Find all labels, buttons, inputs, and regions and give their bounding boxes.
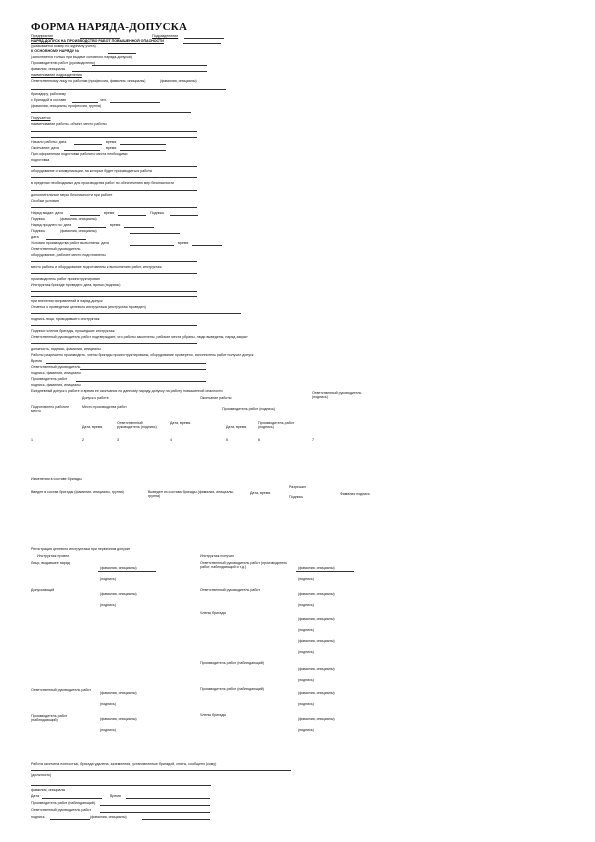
s3-right-manager: Ответственный руководитель работ (производитель работ, наблюдающий и т.д.) — [200, 561, 288, 570]
section3-left-head: Инструктаж провел — [37, 554, 70, 558]
footer-time-field[interactable] — [126, 798, 210, 799]
s3-issuer-fio: (фамилия, инициалы) — [100, 566, 137, 570]
extended-sign-line[interactable] — [130, 233, 180, 234]
responsible-label: Производителю работ (руководителю) — [31, 61, 95, 65]
special-conditions-label: Особые условия — [31, 199, 59, 203]
s3-producer-right-sign: (подпись) — [298, 678, 314, 682]
s3-producer-right-2-fio: (фамилия, инициалы) — [298, 691, 335, 695]
start-time-label: время — [106, 140, 117, 144]
s3-admitter-fio: (фамилия, инициалы) — [100, 592, 137, 596]
dept-field-line[interactable] — [184, 38, 224, 39]
s3-brigade-2: Члены бригады — [200, 713, 227, 717]
end-date-label: Окончание: дата — [31, 146, 59, 150]
target-instruction-line[interactable] — [31, 313, 241, 314]
extended-date-label: Наряд продлен по: дата — [31, 223, 72, 227]
s3-issuer-line[interactable] — [98, 571, 156, 572]
dept-name-label: наименование подразделения — [31, 73, 82, 77]
table-subheader-3: Производитель работ (подпись) — [222, 407, 276, 411]
section3-title: Регистрация целевого инструктажа при первичном допуске — [31, 547, 131, 551]
s3-right-manager-2: Ответственный руководитель работ — [200, 588, 260, 592]
table-header-7: Ответственный руководитель (подпись) — [312, 391, 362, 400]
s3-producer-right-2: Производитель работ (наблюдающий) — [200, 687, 264, 691]
permit-time-line[interactable] — [46, 363, 206, 364]
s3-brigade-sign-1: (подпись) — [298, 628, 314, 632]
brigade-line[interactable] — [110, 102, 160, 103]
brigade-count-line[interactable] — [72, 102, 98, 103]
work-line-1[interactable] — [31, 131, 197, 132]
brigade-changes-col-2: Выведен из состава бригады (фамилия, инициалы, группа) — [148, 490, 234, 499]
issuer-fio-hint: (фамилия, инициалы) — [160, 79, 197, 83]
issued-fio-hint: (фамилия, инициалы) — [60, 217, 97, 221]
footer-position: (должность) — [31, 773, 52, 777]
special-conditions-line[interactable] — [31, 207, 197, 208]
col-number-1: 1 — [31, 438, 33, 442]
extended-fio-hint: (фамилия, инициалы) — [60, 229, 97, 233]
issued-sign-line[interactable] — [170, 215, 198, 216]
s3-left-producer-sign: (подпись) — [100, 728, 116, 732]
footer-time: Время — [110, 794, 121, 798]
footer-position-field[interactable] — [31, 785, 211, 786]
footer-fio-2: (фамилия, инициалы) — [90, 815, 127, 819]
s3-admitter: Допускающий — [31, 588, 55, 592]
issuer-label: Ответственному лицу по работам (профессия, фамилия, инициалы) — [31, 79, 146, 83]
worker-label: бригадиру, рабочему — [31, 92, 66, 96]
start-date-label: Начало работы: дата — [31, 140, 67, 144]
s3-producer-right-2-sign: (подпись) — [298, 702, 314, 706]
permit-label: Работы разрешено производить, члены бригады проинструктированы, оборудование проверено, исполнитель работ получил допуск — [31, 353, 254, 357]
table-subheader-6: Производитель работ (подпись) — [258, 421, 295, 430]
work-line-2[interactable] — [31, 137, 197, 138]
footer-sign-field[interactable] — [50, 819, 90, 820]
main-order-note: (заполняется только при выдаче основного наряда-допуска) — [31, 55, 132, 59]
permit-producer-label: Производитель работ — [31, 377, 68, 381]
s3-brigade-2-fio: (фамилия, инициалы) — [298, 717, 335, 721]
instructed-line-2[interactable] — [31, 296, 197, 297]
s3-issuer-sign: (подпись) — [100, 577, 116, 581]
table-subheader-5: Дата, время — [226, 425, 247, 429]
extended-date-2-line[interactable] — [46, 239, 86, 240]
responsible-line[interactable] — [92, 65, 207, 66]
brigade-changes-col-5: Подпись — [289, 495, 304, 499]
brigade-changes-col-4: Разрешил — [289, 485, 306, 489]
instructed-date-label: Инструктаж бригаде проведен: дата, время (подпись) — [31, 283, 121, 287]
table-subheader-1: Дата, время — [82, 425, 103, 429]
s3-brigade-fio-1: (фамилия, инициалы) — [298, 617, 335, 621]
permit-time-label: Время — [31, 359, 42, 363]
end-date-line[interactable] — [64, 150, 100, 151]
dept-label: Подразделение — [152, 34, 179, 38]
table-subheader-2: Ответственный руководитель (подпись) — [117, 421, 157, 430]
equipment-label: оборудование и коммуникации, на которых будет производиться работа — [31, 169, 152, 173]
form-title: ФОРМА НАРЯДА-ДОПУСКА — [31, 21, 188, 33]
brigade-line-2[interactable] — [31, 112, 191, 113]
brigade-hint: (фамилия, инициалы, профессия, группа) — [31, 104, 102, 108]
footer-producer: Производитель работ (наблюдающий) — [31, 801, 95, 805]
conditions-time-label: время — [178, 241, 189, 245]
table-header-0: Подготовлено рабочее место — [31, 405, 70, 414]
brigade-changes-col-1: Введен в состав бригады (фамилия, инициалы, группа) — [31, 490, 124, 494]
s3-left-manager-sign: (подпись) — [100, 702, 116, 706]
footer-sign: подпись — [31, 815, 45, 819]
s3-brigade: Члены бригады — [200, 611, 227, 615]
issued-time-line[interactable] — [118, 215, 146, 216]
permit-manager-hint: подпись, фамилия, инициалы — [31, 371, 81, 375]
s3-issuer: Лицо, выдавшее наряд — [31, 561, 70, 565]
footer-fio: фамилия, инициалы — [31, 788, 66, 792]
safety-range-label: в пределах необходимых для производства работ по обеспечению мер безопасности — [31, 181, 175, 185]
end-time-label: время — [106, 146, 117, 150]
closing-line[interactable] — [31, 343, 197, 344]
safety-range-line[interactable] — [31, 190, 197, 191]
prep-line[interactable] — [31, 166, 197, 167]
closing-hint: должность, подпись, фамилия, инициалы — [31, 347, 101, 351]
equipment-prepared-line[interactable] — [31, 261, 197, 262]
brigade-label: с бригадой в составе — [31, 98, 67, 102]
col-number-6: 6 — [258, 438, 260, 442]
brigade-changes-col-6: Фамилия подпись — [340, 492, 370, 496]
issued-fio-label: Подпись — [31, 217, 46, 221]
footer-date: Дата — [31, 794, 39, 798]
extended-time-label: время — [110, 223, 121, 227]
issuer-line[interactable] — [31, 89, 226, 90]
workplace-prepared-line[interactable] — [31, 273, 197, 274]
issued-date-line[interactable] — [70, 215, 100, 216]
permit-manager-line[interactable] — [80, 369, 206, 370]
table-subheader-0: Место производства работ — [82, 405, 127, 409]
s3-right-manager-fio: (фамилия, инициалы) — [298, 566, 335, 570]
s3-brigade-fio-2: (фамилия, инициалы) — [298, 639, 335, 643]
equipment-line[interactable] — [31, 177, 197, 178]
main-order-label: К ОСНОВНОМУ НАРЯДУ № — [31, 49, 80, 53]
fio-line[interactable] — [72, 71, 207, 72]
s3-admitter-sign: (подпись) — [100, 603, 116, 607]
work-name-label: наименование работы, объект, место работы — [31, 122, 107, 126]
brigade-changes-title: Изменения в составе бригады — [31, 477, 82, 481]
target-instruction-label: Отметка о проведении целевого инструктажа (инструктаж проведен) — [31, 305, 146, 309]
footer-producer-field[interactable] — [100, 805, 210, 806]
permit-producer-line[interactable] — [76, 381, 206, 382]
prep-sub: подготовка — [31, 158, 50, 162]
table-header-4: Окончание работы — [200, 396, 232, 400]
s3-left-manager: Ответственный руководитель работ — [31, 688, 91, 692]
section3-right-head: Инструктаж получил — [200, 554, 235, 558]
conditions-met-line[interactable] — [130, 245, 174, 246]
table-header-1: Допуск к работе — [82, 396, 109, 400]
s3-producer-right: Производитель работ (наблюдающий) — [200, 661, 264, 665]
s3-producer-right-fio: (фамилия, инициалы) — [298, 667, 335, 671]
col-number-2: 2 — [82, 438, 84, 442]
assigned-label: Поручается — [31, 116, 51, 120]
instructor-sign-line[interactable] — [31, 325, 197, 326]
footer-fio-2-field[interactable] — [142, 819, 210, 820]
extended-date-line[interactable] — [78, 227, 106, 228]
order-number-line[interactable] — [183, 43, 221, 44]
footer-manager: Ответственный руководитель работ — [31, 808, 91, 812]
s3-right-manager-2-fio: (фамилия, инициалы) — [298, 592, 335, 596]
s3-right-manager-2-sign: (подпись) — [298, 603, 314, 607]
brigade-signs-label: Подписи членов бригады, прошедших инструктаж — [31, 329, 115, 333]
start-time-line[interactable] — [120, 144, 166, 145]
extended-date-2-label: дата — [31, 235, 39, 239]
people-unit: чел. — [100, 98, 107, 102]
workplace-prepared-label: место работы и оборудование подготовлены к выполнению работ, инструктаж — [31, 265, 162, 269]
extended-time-line[interactable] — [124, 227, 154, 228]
s3-left-producer-fio: (фамилия, инициалы) — [100, 717, 137, 721]
footer-line-1: Работа окончена полностью, бригада удалена, заземления, установленные бригадой, сняты, сообщено (кому) — [31, 762, 217, 766]
issued-sign-label: Подпись — [150, 211, 165, 215]
org-label: Предприятие — [31, 34, 54, 38]
footer-line-1-field[interactable] — [31, 770, 291, 771]
instructed-label: производитель работ проинструктирован — [31, 277, 100, 281]
daily-permit-label: Ежедневный допуск к работе и время ее окончания по данному наряду-допуску на работу повышенной опасности — [31, 389, 223, 393]
end-time-line[interactable] — [120, 150, 166, 151]
col-number-4: 4 — [170, 438, 172, 442]
instructor-sign-label: подпись лица, проводившего инструктаж — [31, 317, 100, 321]
conditions-met-label: Условия производства работ выполнены: дата — [31, 241, 109, 245]
instructed-line[interactable] — [31, 291, 197, 292]
corrections-label: при внесении исправлений в наряд-допуск — [31, 299, 103, 303]
extra-measures-label: дополнительные меры безопасности при работе — [31, 193, 113, 197]
s3-brigade-2-sign: (подпись) — [298, 728, 314, 732]
register-label: (указывается номер по журналу учета) — [31, 44, 96, 48]
s3-left-manager-fio: (фамилия, инициалы) — [100, 691, 137, 695]
s3-brigade-sign-2: (подпись) — [298, 650, 314, 654]
col-number-3: 3 — [117, 438, 119, 442]
footer-date-field[interactable] — [42, 798, 102, 799]
s3-left-producer: Производитель работ (наблюдающий) — [31, 714, 68, 723]
col-number-5: 5 — [226, 438, 228, 442]
s3-right-manager-sign: (подпись) — [298, 577, 314, 581]
main-order-line[interactable] — [108, 53, 136, 54]
prep-label: При оформлении подготовки рабочего места необходимо: — [31, 152, 129, 156]
col-number-7: 7 — [312, 438, 314, 442]
closing-label: Ответственный руководитель работ подтверждает, что работы закончены, рабочие места убраны, люди выведены, наряд закрыт — [31, 335, 248, 339]
issued-time-label: время — [104, 211, 115, 215]
header-bold: НАРЯД-ДОПУСК НА ПРОИЗВОДСТВО РАБОТ ПОВЫШЕННОЙ ОПАСНОСТИ — [31, 39, 164, 43]
fio-label: фамилия, инициалы — [31, 67, 66, 71]
brigade-changes-col-3: Дата, время — [250, 491, 271, 495]
start-date-line[interactable] — [74, 144, 102, 145]
footer-manager-field[interactable] — [100, 812, 210, 813]
table-subheader-4: Дата, время — [170, 421, 191, 425]
extended-sign-label: Подпись — [31, 229, 46, 233]
permit-producer-hint: подпись, фамилия, инициалы — [31, 383, 81, 387]
issued-date-label: Наряд выдал: дата — [31, 211, 63, 215]
permit-manager-label: Ответственный руководитель — [31, 365, 81, 369]
equipment-prepared-label: оборудование, рабочее место подготовлены — [31, 253, 106, 257]
s3-right-manager-line[interactable] — [296, 571, 354, 572]
resp-manager-label: Ответственный руководитель — [31, 247, 81, 251]
conditions-time-line[interactable] — [192, 245, 222, 246]
